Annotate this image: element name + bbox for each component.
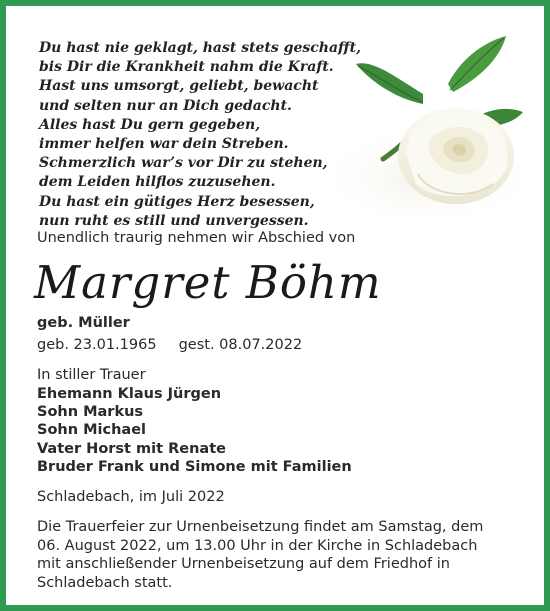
poem bbox=[39, 39, 361, 231]
mourner-item: Ehemann Klaus Jürgen bbox=[37, 386, 222, 402]
mourner-item: Sohn Markus bbox=[37, 404, 144, 421]
poem-line: Schmerzlich war’s vor Dir zu stehen, bbox=[39, 155, 328, 172]
poem-line: Du hast nie geklagt, hast stets geschafft, bbox=[39, 40, 361, 56]
intro-text: Unendlich traurig nehmen wir Abschied von bbox=[37, 230, 356, 246]
funeral-notice bbox=[37, 518, 483, 592]
mourner-item: Sohn Michael bbox=[37, 422, 147, 439]
life-dates bbox=[37, 337, 302, 353]
mourner-item: Vater Horst mit Renate bbox=[37, 440, 226, 457]
mourner-item: Bruder Frank und Simone mit Familien bbox=[37, 458, 352, 475]
notice-line: 06. August 2022, um 13.00 Uhr in der Kirche in Schladebach bbox=[37, 537, 478, 554]
white-rose-image bbox=[328, 24, 540, 234]
poem-line: immer helfen war dein Streben. bbox=[39, 135, 289, 152]
poem-line: dem Leiden hilflos zuzusehen. bbox=[39, 174, 276, 191]
notice-line: Schladebach statt. bbox=[37, 574, 173, 591]
notice-line: Die Trauerfeier zur Urnenbeisetzung findet am Samstag, dem bbox=[37, 519, 484, 535]
poem-line: Du hast ein gütiges Herz besessen, bbox=[39, 193, 315, 210]
poem-line: und selten nur an Dich gedacht. bbox=[39, 97, 292, 114]
poem-line: bis Dir die Krankheit nahm die Kraft. bbox=[39, 59, 334, 76]
birth-date: geb. 23.01.1965 bbox=[37, 337, 157, 353]
mourners-intro: In stiller Trauer bbox=[37, 367, 146, 383]
notice-line: mit anschließender Urnenbeisetzung auf dem Friedhof in bbox=[37, 556, 450, 572]
deceased-name: Margret Böhm bbox=[34, 256, 382, 309]
poem-line: Alles hast Du gern gegeben, bbox=[39, 116, 261, 133]
death-date: gest. 08.07.2022 bbox=[178, 337, 303, 353]
poem-line: nun ruht es still und unvergessen. bbox=[39, 212, 309, 229]
maiden-name: geb. Müller bbox=[37, 315, 130, 331]
mourners-list bbox=[37, 385, 352, 476]
place-date: Schladebach, im Juli 2022 bbox=[37, 489, 225, 505]
poem-line: Hast uns umsorgt, geliebt, bewacht bbox=[39, 78, 319, 95]
